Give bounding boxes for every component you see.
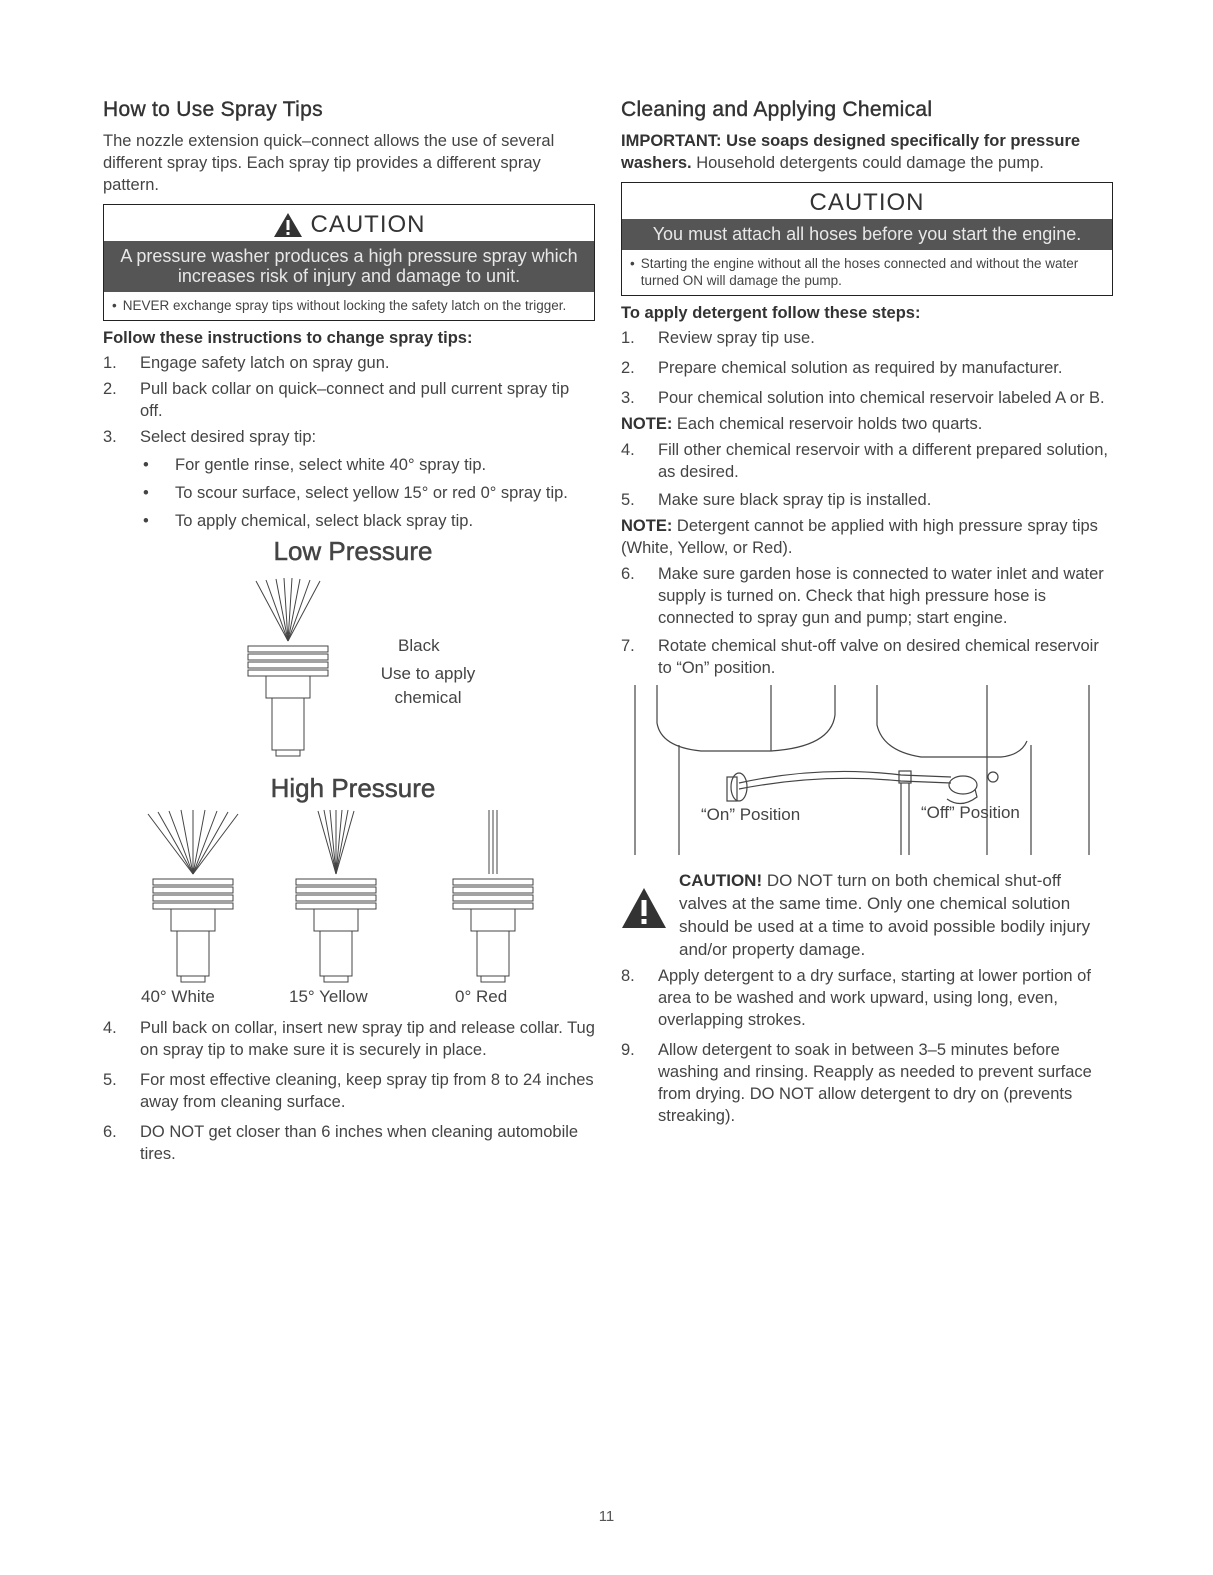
off-position-label: “Off” Position [921, 803, 1020, 822]
list-item [103, 1069, 595, 1113]
step-text: Select desired spray tip: [140, 428, 317, 446]
step-number: 5. [103, 1071, 117, 1089]
black-spray-tip-icon [238, 576, 338, 766]
note-text: Detergent cannot be applied with high pressure spray tips (White, Yellow, or Red). [621, 517, 1098, 557]
step-text: Apply detergent to a dry surface, starting at lower portion of area to be washed and work upward, using long, even, overlapping strokes. [658, 967, 1091, 1029]
list-item [621, 387, 1113, 409]
step-number: 1. [621, 329, 635, 347]
step-text: Engage safety latch on spray gun. [140, 354, 390, 372]
tip-label-red: 0° Red [455, 987, 508, 1006]
steps-list-d [621, 965, 1113, 1127]
yellow-15-spray-tip-icon [286, 809, 386, 989]
section-heading-spray-tips: How to Use Spray Tips [103, 98, 323, 121]
step-number: 4. [103, 1019, 117, 1037]
step-text: Rotate chemical shut-off valve on desired chemical reservoir to “On” position. [658, 637, 1099, 677]
important-rest: Household detergents could damage the pump. [691, 154, 1044, 172]
valve-diagram [621, 685, 1113, 863]
instructions-heading: Follow these instructions to change spray tips: [103, 329, 473, 347]
white-40-spray-tip-icon [143, 809, 243, 989]
bullet-icon: • [630, 256, 635, 271]
list-item [143, 510, 595, 532]
bullet-text: For gentle rinse, select white 40° spray tip. [175, 456, 487, 474]
bullet-text: To scour surface, select yellow 15° or red 0° spray tip. [175, 484, 568, 502]
step-text: Pour chemical solution into chemical reservoir labeled A or B. [658, 389, 1105, 407]
warning-body: DO NOT turn on both chemical shut-off valves at the same time. Only one chemical solution should be used at a time to avoid possible bodily injury and/or property damage. [679, 871, 1091, 959]
list-item [103, 1017, 595, 1061]
list-item [103, 378, 595, 422]
bullet-icon: • [112, 298, 117, 313]
caution-band: A pressure washer produces a high pressure spray which increases risk of injury and damage to unit. [104, 241, 594, 292]
caution-box-hoses [621, 182, 1113, 296]
note-reservoir [621, 413, 1113, 435]
tip-label-yellow: 15° Yellow [289, 987, 368, 1006]
bullet-icon: • [143, 512, 149, 530]
steps-list-c [621, 563, 1113, 679]
list-item [621, 563, 1113, 629]
list-item [621, 439, 1113, 483]
bullet-icon: • [143, 456, 149, 474]
step-text: Fill other chemical reservoir with a different prepared solution, as desired. [658, 441, 1108, 481]
list-item [143, 482, 595, 504]
step-number: 6. [621, 565, 635, 583]
step-number: 6. [103, 1123, 117, 1141]
spray-tips-intro: The nozzle extension quick–connect allows the use of several different spray tips. Each spray tip provides a different spray pattern. [103, 132, 555, 194]
chemical-valve-illustration [621, 685, 1101, 863]
caution-title [104, 205, 594, 241]
step-number: 3. [103, 428, 117, 446]
list-item [103, 1121, 595, 1165]
step-text: Review spray tip use. [658, 329, 815, 347]
step-number: 2. [621, 359, 635, 377]
warning-lead: CAUTION! [679, 871, 763, 890]
caution-band: You must attach all hoses before you start the engine. [622, 219, 1112, 250]
step-text: DO NOT get closer than 6 inches when cleaning automobile tires. [140, 1123, 579, 1163]
bullet-text: To apply chemical, select black spray tip. [175, 512, 474, 530]
step-number: 5. [621, 491, 635, 509]
important-bold: IMPORTANT: Use soaps designed specifically for pressure washers. [621, 132, 1081, 172]
high-pressure-diagram [103, 773, 595, 1013]
list-item [621, 489, 1113, 511]
dual-valve-warning [621, 869, 1113, 961]
caution-box-spray [103, 204, 595, 321]
on-position-label: “On” Position [701, 805, 801, 824]
caution-note-text: Starting the engine without all the hoses connected and without the water turned ON will damage the pump. [640, 256, 1079, 288]
list-item [621, 327, 1113, 349]
list-item [621, 357, 1113, 379]
step-text: Prepare chemical solution as required by manufacturer. [658, 359, 1063, 377]
low-pressure-tip-color: Black [398, 636, 440, 655]
step-text: Make sure black spray tip is installed. [658, 491, 932, 509]
list-item [103, 352, 595, 374]
note-label: NOTE: [621, 415, 673, 433]
low-pressure-title: Low Pressure [273, 536, 433, 566]
list-item [621, 965, 1113, 1031]
page-number: 11 [598, 1508, 615, 1525]
warning-triangle-icon [273, 212, 303, 238]
steps-list-a [621, 327, 1113, 409]
bullet-icon: • [143, 484, 149, 502]
step-text: Pull back on collar, insert new spray tip and release collar. Tug on spray tip to make sure it is securely in place. [140, 1019, 595, 1059]
note-text: Each chemical reservoir holds two quarts. [672, 415, 983, 433]
step-number: 4. [621, 441, 635, 459]
step-number: 2. [103, 380, 117, 398]
step-number: 3. [621, 389, 635, 407]
low-pressure-tip-use: Use to apply chemical [380, 664, 476, 707]
steps-list-b [103, 1017, 595, 1165]
caution-title-text: CAUTION [809, 189, 925, 216]
step-number: 9. [621, 1041, 635, 1059]
step-text: Allow detergent to soak in between 3–5 minutes before washing and rinsing. Reapply as needed to prevent surface from drying. DO NOT allow detergent to dry on (prevents streaking). [658, 1041, 1092, 1125]
step-text: For most effective cleaning, keep spray tip from 8 to 24 inches away from cleaning surface. [140, 1071, 594, 1111]
high-pressure-title: High Pressure [270, 773, 436, 803]
tip-label-white: 40° White [141, 987, 215, 1006]
list-item [621, 1039, 1113, 1127]
list-item [621, 635, 1113, 679]
caution-title [622, 183, 1112, 219]
tip-bullets [143, 454, 595, 532]
steps-list-b [621, 439, 1113, 511]
list-item [103, 426, 595, 448]
step-number: 1. [103, 354, 117, 372]
note-high-pressure [621, 515, 1113, 559]
red-0-spray-tip-icon [443, 809, 543, 989]
list-item [143, 454, 595, 476]
note-label: NOTE: [621, 517, 673, 535]
right-column [621, 98, 1113, 1127]
section-heading-chemical: Cleaning and Applying Chemical [621, 98, 933, 121]
important-paragraph [621, 130, 1113, 174]
step-text: Make sure garden hose is connected to water inlet and water supply is turned on. Check that high pressure hose is connected to spray gun and pump; start engine. [658, 565, 1104, 627]
warning-triangle-icon [621, 887, 667, 929]
warning-text [679, 869, 1113, 961]
caution-title-text: CAUTION [310, 211, 426, 238]
low-pressure-diagram [103, 536, 595, 771]
caution-note [622, 250, 1112, 295]
step-number: 8. [621, 967, 635, 985]
caution-note-text: NEVER exchange spray tips without locking the safety latch on the trigger. [122, 298, 567, 313]
caution-note [104, 292, 594, 320]
step-text: Pull back collar on quick–connect and pull current spray tip off. [140, 380, 570, 420]
step-number: 7. [621, 637, 635, 655]
steps-list-a [103, 352, 595, 448]
left-column [103, 98, 595, 1165]
detergent-steps-heading: To apply detergent follow these steps: [621, 304, 921, 322]
